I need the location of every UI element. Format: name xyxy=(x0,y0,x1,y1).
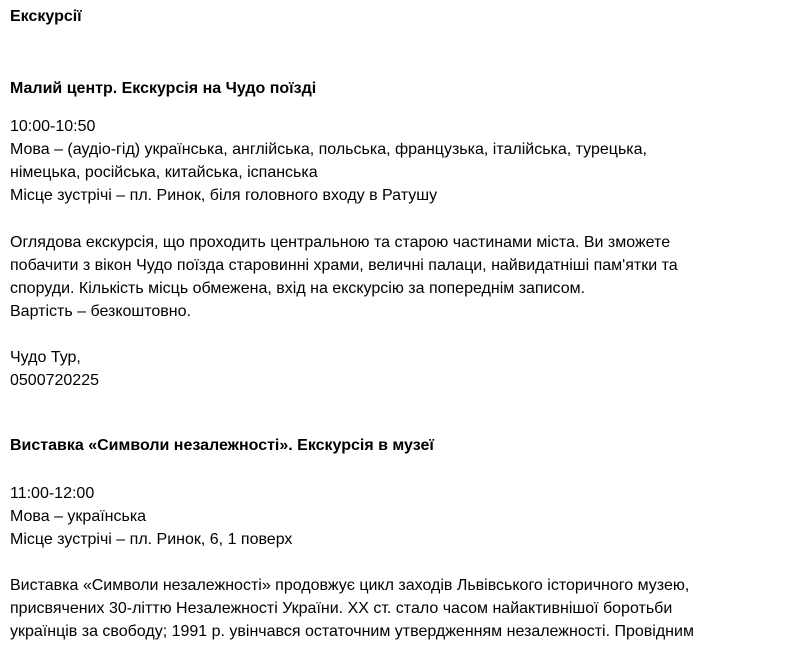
event-phone: 0500720225 xyxy=(10,372,99,389)
event-meeting-place: Місце зустрічі – пл. Ринок, біля головного входу в Ратушу xyxy=(10,187,438,204)
event-time: 11:00-12:00 xyxy=(10,485,95,502)
event-description-line: Оглядова екскурсія, що проходить центральною та старою частинами міста. Ви зможете xyxy=(10,234,671,251)
event-description-line: присвячених 30-літтю Незалежності України. XX ст. стало часом найактивнішої боротьби xyxy=(10,600,673,617)
event-price: Вартість – безкоштовно. xyxy=(10,303,191,320)
event-organizer: Чудо Тур, xyxy=(10,349,81,366)
event-language: Мова – українська xyxy=(10,508,147,525)
event-language-line: німецька, російська, китайська, іспанська xyxy=(10,164,318,181)
event-meeting-place: Місце зустрічі – пл. Ринок, 6, 1 поверх xyxy=(10,531,293,548)
event-description-line: Виставка «Символи незалежності» продовжує цикл заходів Львівського історичного музею, xyxy=(10,577,690,594)
event-description-line: споруди. Кількість місць обмежена, вхід на екскурсію за попереднім записом. xyxy=(10,280,586,297)
event-time: 10:00-10:50 xyxy=(10,118,96,135)
page-title: Екскурсії xyxy=(10,8,82,25)
event-language-line: Мова – (аудіо-гід) українська, англійська, польська, французька, італійська, турецька, xyxy=(10,141,647,158)
event-title: Малий центр. Екскурсія на Чудо поїзді xyxy=(10,80,317,97)
event-description-line: українців за свободу; 1991 р. увінчався остаточним утвердженням незалежності. Провідним xyxy=(10,623,694,640)
event-title: Виставка «Символи незалежності». Екскурсія в музеї xyxy=(10,437,434,454)
event-description-line: побачити з вікон Чудо поїзда старовинні храми, величні палаци, найвидатніші пам'ятки та xyxy=(10,257,678,274)
